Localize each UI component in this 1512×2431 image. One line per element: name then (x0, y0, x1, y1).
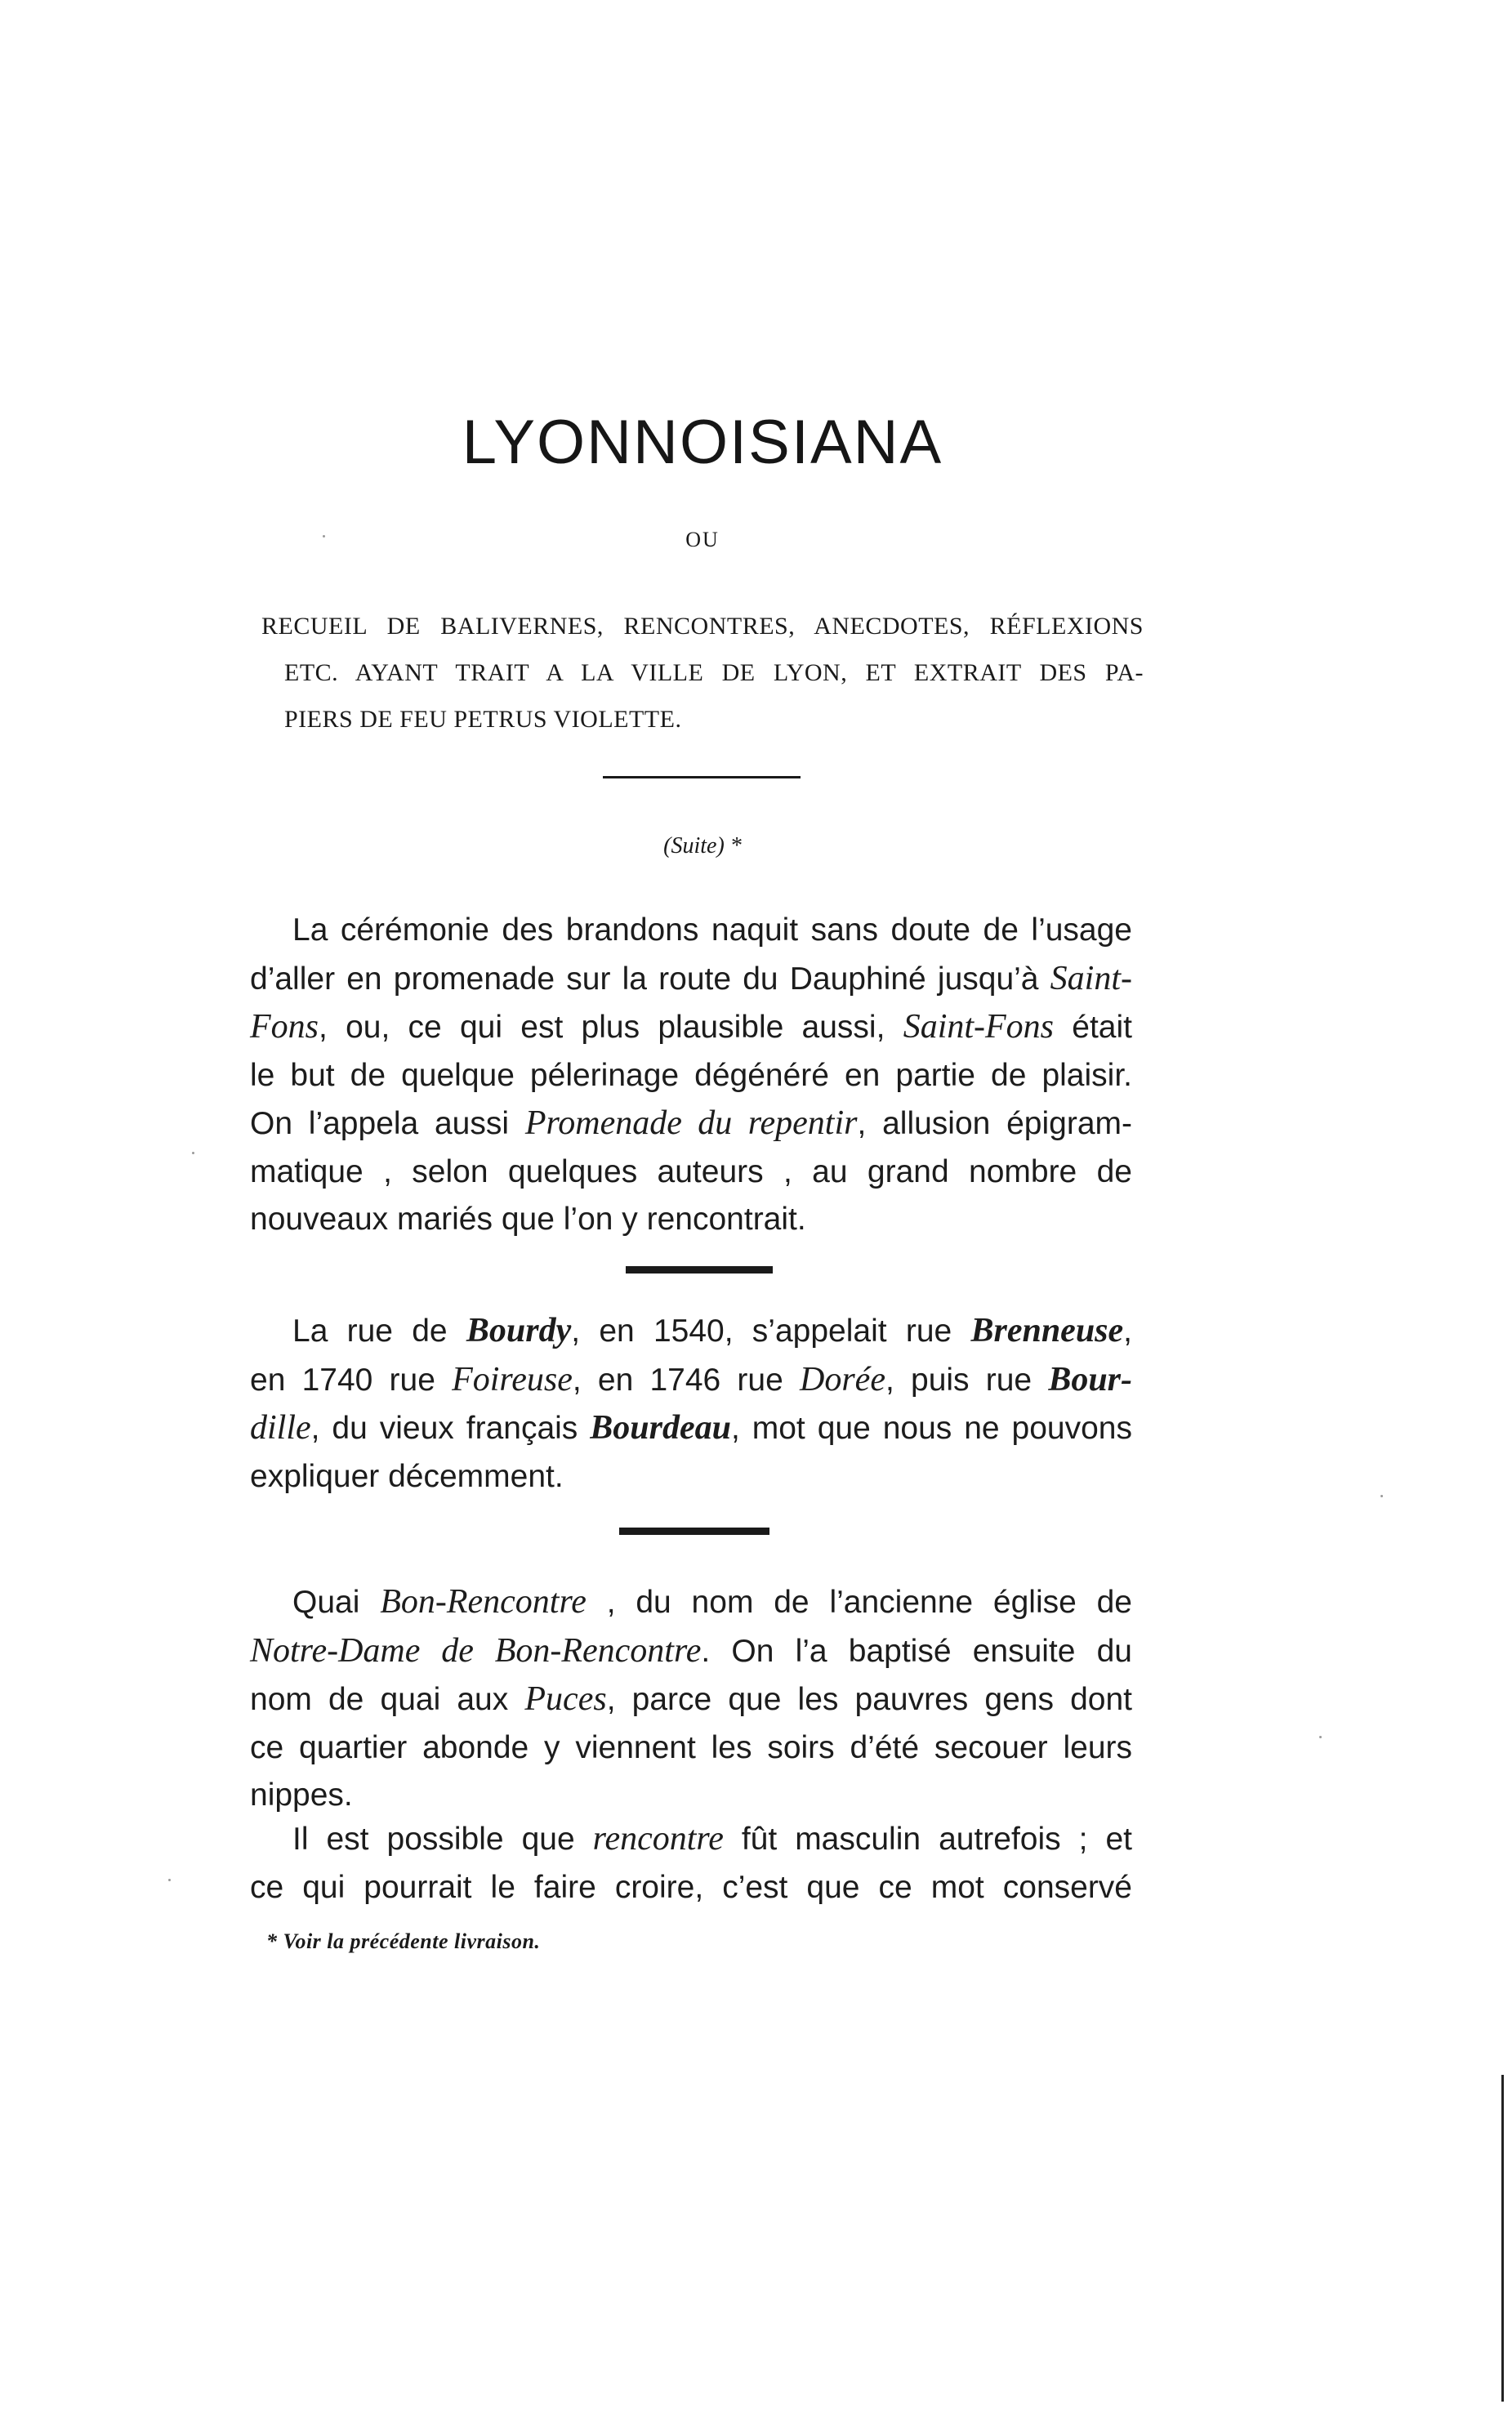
paragraph-rencontre-gender (250, 1815, 1132, 1911)
text-line: expliquer décemment. (250, 1458, 564, 1494)
scan-speck (1380, 1495, 1383, 1497)
footnote: * Voir la précédente livraison. (266, 1929, 541, 1953)
title-divider (603, 776, 801, 778)
paragraph-brandons (250, 907, 1132, 1244)
text-line: matique , selon quelques auteurs , au grand nombre de (250, 1153, 1132, 1189)
text-line: dille, du vieux français Bourdeau, mot que nous ne pouvons (250, 1409, 1132, 1447)
text-line: On l’appela aussi Promenade du repentir, allusion épigram- (250, 1104, 1132, 1142)
text-line: nouveaux mariés que l’on y rencontrait. (250, 1202, 806, 1237)
section-divider (619, 1528, 769, 1535)
text-line: Quai Bon-Rencontre , du nom de l’ancienne église de (292, 1583, 1132, 1621)
text-line: La cérémonie des brandons naquit sans doute de l’usage (292, 912, 1132, 948)
subtitle-line-2: ETC. AYANT TRAIT A LA VILLE DE LYON, ET EXTRAIT DES PA- (284, 659, 1144, 686)
text-line: ce qui pourrait le faire croire, c’est que ce mot conservé (250, 1869, 1132, 1905)
page-title: LYONNOISIANA (462, 408, 943, 477)
subtitle (261, 603, 1144, 743)
scan-speck (192, 1152, 194, 1154)
subtitle-line-3: PIERS DE FEU PETRUS VIOLETTE. (284, 706, 682, 733)
paragraph-quai-bon-rencontre (250, 1578, 1132, 1820)
text-line: en 1740 rue Foireuse, en 1746 rue Dorée, puis rue Bour- (250, 1360, 1133, 1398)
text-line: nippes. (250, 1778, 353, 1813)
text-line: d’aller en promenade sur la route du Dauphiné jusqu’à Saint- (250, 959, 1132, 997)
scan-speck (168, 1879, 171, 1881)
paragraph-rue-bourdy (250, 1307, 1132, 1501)
subtitle-line-1: RECUEIL DE BALIVERNES, RENCONTRES, ANECDOTES, RÉFLEXIONS (261, 613, 1144, 640)
text-line: le but de quelque pélerinage dégénéré en partie de plaisir. (250, 1057, 1132, 1093)
text-line: La rue de Bourdy, en 1540, s’appelait rue Brenneuse, (292, 1312, 1133, 1349)
text-line: Notre-Dame de Bon-Rencontre. On l’a baptisé ensuite du (250, 1631, 1132, 1670)
continuation-label: (Suite) * (663, 833, 742, 859)
text-line: nom de quai aux Puces, parce que les pauvres gens dont (250, 1680, 1133, 1718)
scan-speck (1319, 1736, 1322, 1738)
section-divider (626, 1266, 773, 1273)
text-line: Fons, ou, ce qui est plus plausible aussi, Saint-Fons était (250, 1008, 1132, 1046)
title-conjunction: OU (685, 528, 720, 551)
scan-edge-mark (1501, 2075, 1504, 2402)
text-line: Il est possible que rencontre fût masculin autrefois ; et (292, 1820, 1133, 1858)
scan-speck (323, 535, 325, 537)
text-line: ce quartier abonde y viennent les soirs d’été secouer leurs (250, 1729, 1132, 1765)
